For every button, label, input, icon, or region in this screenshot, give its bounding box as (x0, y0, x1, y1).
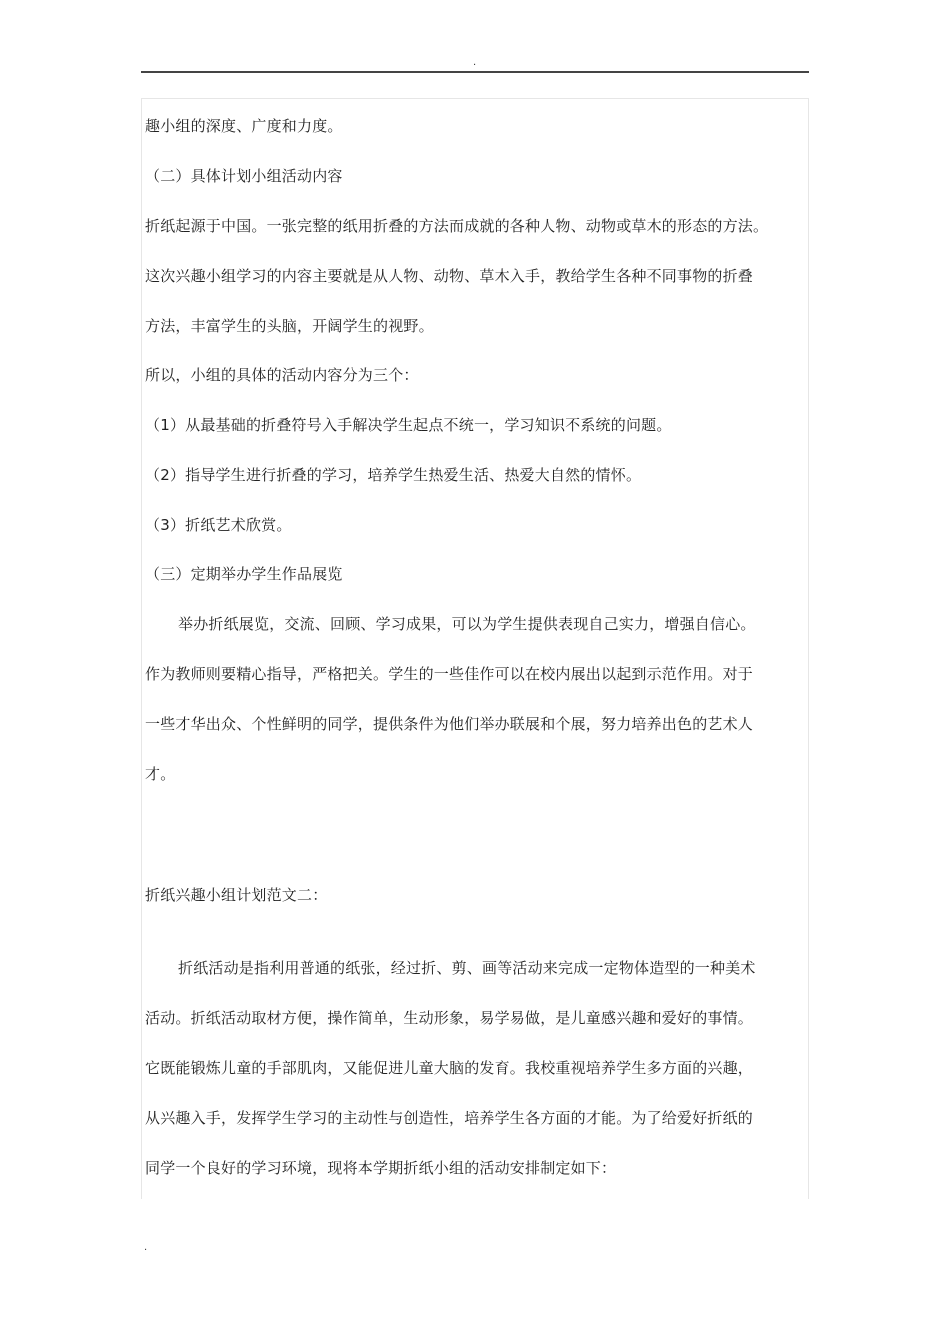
section-heading: （三）定期举办学生作品展览 (145, 565, 343, 583)
paragraph-line: 它既能锻炼儿童的手部肌肉，又能促进儿童大脑的发育。我校重视培养学生多方面的兴趣， (145, 1059, 754, 1077)
paragraph-line: 所以，小组的具体的活动内容分为三个： (145, 366, 419, 384)
paragraph-line: 作为教师则要精心指导，严格把关。学生的一些佳作可以在校内展出以起到示范作用。对于 (145, 665, 754, 683)
paragraph-line: 这次兴趣小组学习的内容主要就是从人物、动物、草木入手，教给学生各种不同事物的折叠 (145, 267, 754, 285)
header-rule (141, 71, 809, 73)
paragraph-line: 举办折纸展览，交流、回顾、学习成果，可以为学生提供表现自己实力，增强自信心。 (178, 615, 756, 633)
header-mark: . (473, 57, 477, 68)
paragraph-line: 从兴趣入手，发挥学生学习的主动性与创造性，培养学生各方面的才能。为了给爱好折纸的 (145, 1109, 754, 1127)
list-item: （1）从最基础的折叠符号入手解决学生起点不统一，学习知识不系统的问题。 (145, 416, 672, 434)
list-item: （2）指导学生进行折叠的学习，培养学生热爱生活、热爱大自然的情怀。 (145, 466, 642, 484)
section-heading: （二）具体计划小组活动内容 (145, 167, 343, 185)
paragraph-line: 活动。折纸活动取材方便，操作简单，生动形象，易学易做，是儿童感兴趣和爱好的事情。 (145, 1009, 754, 1027)
paragraph-line: 一些才华出众、个性鲜明的同学，提供条件为他们举办联展和个展，努力培养出色的艺术人 (145, 715, 754, 733)
paragraph-line: 方法，丰富学生的头脑，开阔学生的视野。 (145, 317, 434, 335)
paragraph-line: 趣小组的深度、广度和力度。 (145, 117, 343, 135)
footer-mark: . (144, 1242, 148, 1253)
paragraph-line: 同学一个良好的学习环境，现将本学期折纸小组的活动安排制定如下： (145, 1159, 617, 1177)
paragraph-line: 折纸起源于中国。一张完整的纸用折叠的方法而成就的各种人物、动物或草木的形态的方法。 (145, 217, 769, 235)
paragraph-line: 折纸活动是指利用普通的纸张，经过折、剪、画等活动来完成一定物体造型的一种美术 (178, 959, 756, 977)
paragraph-line: 才。 (145, 765, 176, 783)
list-item: （3）折纸艺术欣赏。 (145, 516, 292, 534)
section-heading: 折纸兴趣小组计划范文二： (145, 886, 328, 904)
text-frame (141, 98, 809, 1199)
